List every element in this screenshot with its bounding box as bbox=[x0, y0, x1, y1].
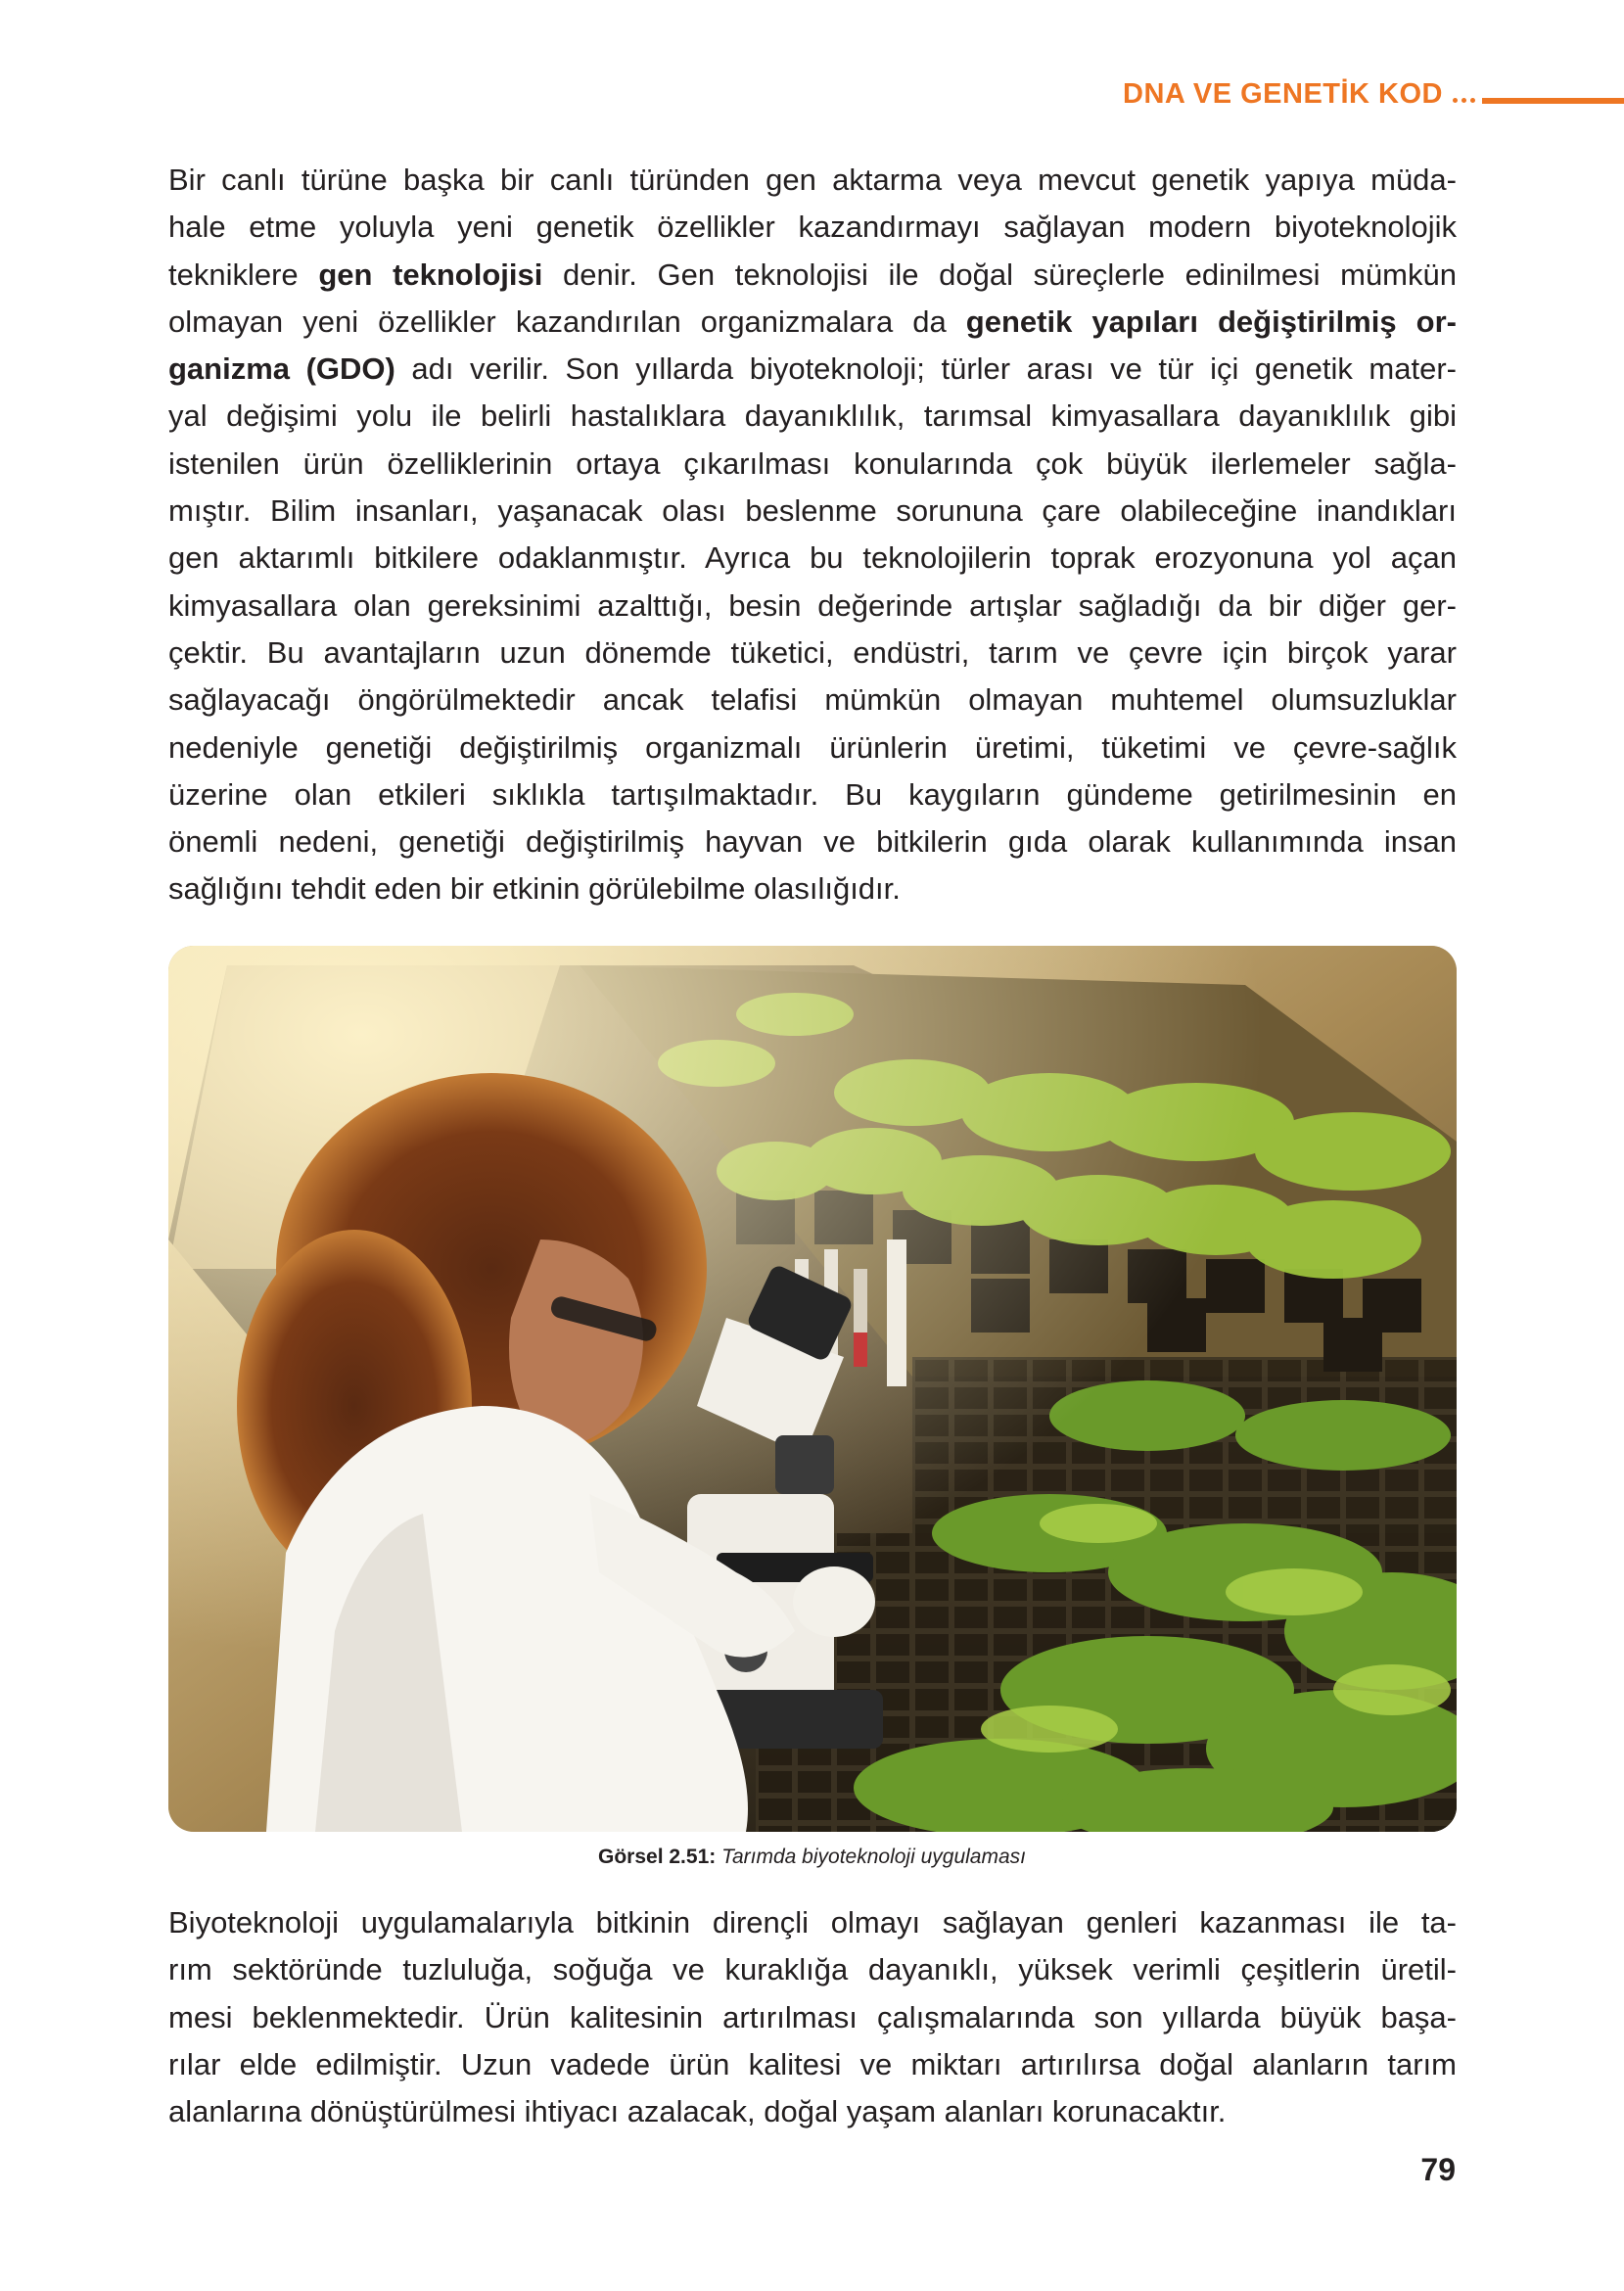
text-line: önemli nedeni, genetiği değiştirilmiş hayvan ve bitkilerin gıda olarak kullanımında insan bbox=[168, 824, 1457, 860]
text-line: istenilen ürün özelliklerinin ortaya çıkarılması konularında çok büyük ilerlemeler sağla- bbox=[168, 445, 1457, 481]
text-line: sağlayacağı öngörülmektedir ancak telafisi mümkün olmayan muhtemel olumsuzluklar bbox=[168, 682, 1457, 718]
text-line: Bir canlı türüne başka bir canlı türünden gen aktarma veya mevcut genetik yapıya müda- bbox=[168, 163, 1457, 197]
text-line: rım sektöründe tuzluluğa, soğuğa ve kuraklığa dayanıklı, yüksek verimli çeşitlerin üretil- bbox=[168, 1952, 1457, 1987]
text-line: yal değişimi yolu ile belirli hastalıklara dayanıklılık, tarımsal kimyasallara dayanıklılık gibi bbox=[168, 398, 1457, 434]
figure-label: Görsel 2.51: bbox=[598, 1846, 717, 1868]
body-paragraph-2 bbox=[168, 1899, 1457, 2135]
text-line: sağlığını tehdit eden bir etkinin görülebilme olasılığıdır. bbox=[168, 871, 901, 907]
text-line: mıştır. Bilim insanları, yaşanacak olası beslenme sorununa çare olabileceğine inandıkları bbox=[168, 493, 1457, 529]
running-header bbox=[0, 78, 1624, 117]
page-number: 79 bbox=[1420, 2152, 1456, 2187]
term-gdo-part2: ganizma (GDO) bbox=[168, 351, 395, 387]
text-line: alanlarına dönüştürülmesi ihtiyacı azalacak, doğal yaşam alanları korunacaktır. bbox=[168, 2094, 1227, 2129]
term-gdo-part1: genetik yapıları değiştirilmiş or- bbox=[965, 304, 1457, 339]
text-line: ganizma (GDO) adı verilir. Son yıllarda biyoteknoloji; türler arası ve tür içi genetik mater- bbox=[168, 351, 1457, 387]
header-dots-decoration bbox=[1453, 98, 1480, 104]
body-paragraph-1 bbox=[168, 157, 1457, 913]
term-gen-teknolojisi: gen teknolojisi bbox=[318, 257, 543, 292]
text-line: Biyoteknoloji uygulamalarıyla bitkinin dirençli olmayı sağlayan genleri kazanması ile ta- bbox=[168, 1905, 1457, 1940]
photo-lab-greenhouse bbox=[168, 946, 1457, 1832]
figure-caption bbox=[0, 1846, 1624, 1869]
text-line: rılar elde edilmiştir. Uzun vadede ürün kalitesi ve miktarı artırılırsa doğal alanların tarım bbox=[168, 2046, 1457, 2081]
text-line: mesi beklenmektedir. Ürün kalitesinin artırılması çalışmalarında son yıllarda büyük başa- bbox=[168, 1999, 1457, 2034]
text-line: kimyasallara olan gereksinimi azalttığı, besin değerinde artışlar sağladığı da bir diğer ger- bbox=[168, 587, 1457, 623]
figure-caption-text: Tarımda biyoteknoloji uygulaması bbox=[721, 1846, 1026, 1868]
text-line: üzerine olan etkileri sıklıkla tartışılmaktadır. Bu kaygıların gündeme getirilmesinin en bbox=[168, 776, 1457, 812]
text-line: tekniklere gen teknolojisi denir. Gen teknolojisi ile doğal süreçlerle edinilmesi mümkün bbox=[168, 257, 1457, 292]
header-rule-decoration bbox=[1482, 98, 1624, 104]
text-line: çektir. Bu avantajların uzun dönemde tüketici, endüstri, tarım ve çevre için birçok yarar bbox=[168, 634, 1457, 670]
text-line: nedeniyle genetiği değiştirilmiş organizmalı ürünlerin üretimi, tüketimi ve çevre-sağlık bbox=[168, 729, 1457, 765]
chapter-title: DNA VE GENETİK KOD bbox=[1123, 78, 1443, 110]
text-line: gen aktarımlı bitkilere odaklanmıştır. Ayrıca bu teknolojilerin toprak erozyonuna yol açan bbox=[168, 540, 1457, 576]
text-line: hale etme yoluyla yeni genetik özellikler kazandırmayı sağlayan modern biyoteknolojik bbox=[168, 210, 1457, 245]
text-line: olmayan yeni özellikler kazandırılan organizmalara da genetik yapıları değiştirilmiş or- bbox=[168, 304, 1457, 339]
